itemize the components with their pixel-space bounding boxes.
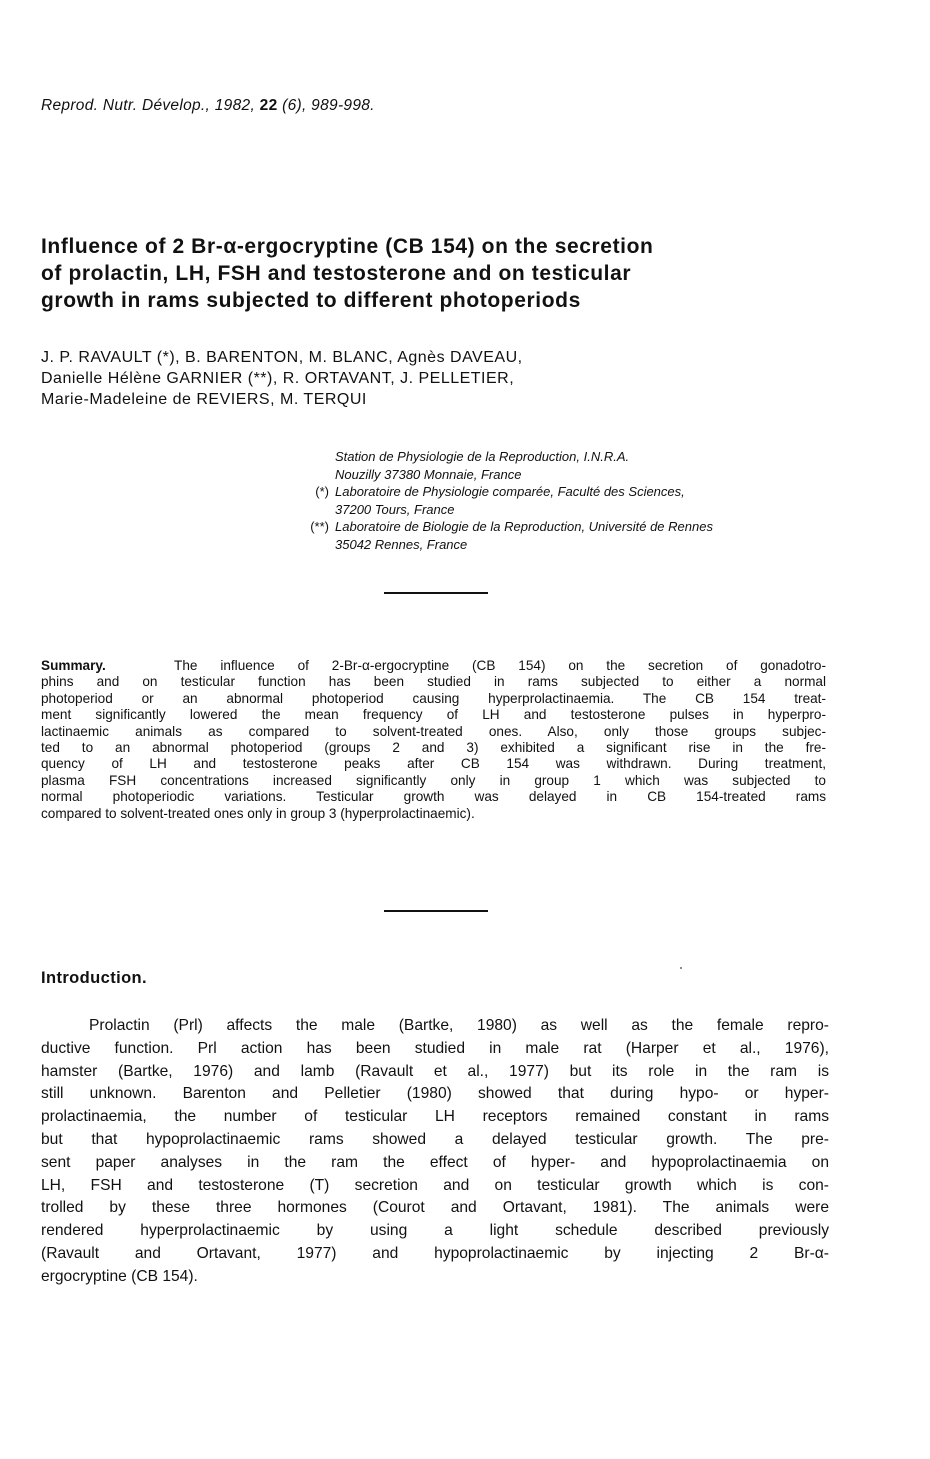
introduction-heading: Introduction. bbox=[41, 969, 148, 987]
paper-title bbox=[41, 233, 841, 314]
intro-line: LH, FSH and testosterone (T) secretion and on testicular growth which is con- bbox=[41, 1176, 829, 1194]
intro-line: but that hypoprolactinaemic rams showed a delayed testicular growth. The pre- bbox=[41, 1130, 829, 1148]
affiliation-line bbox=[301, 466, 861, 484]
intro-line: Prolactin (Prl) affects the male (Bartke, 1980) as well as the female repro- bbox=[89, 1017, 829, 1034]
affiliation-text: Station de Physiologie de la Reproduction, I.N.R.A. bbox=[335, 449, 630, 464]
scan-speck bbox=[680, 967, 682, 969]
intro-line: sent paper analyses in the ram the effect of hyper- and hypoprolactinaemia on bbox=[41, 1153, 829, 1171]
intro-line: prolactinaemia, the number of testicular LH receptors remained constant in rams bbox=[41, 1108, 829, 1126]
title-line: Influence of 2 Br-α-ergocryptine (CB 154) on the secretion bbox=[41, 235, 654, 258]
author-list bbox=[41, 347, 523, 410]
intro-line: hamster (Bartke, 1976) and lamb (Ravault et al., 1977) but its role in the ram is bbox=[41, 1062, 829, 1080]
affiliation-mark bbox=[301, 536, 335, 554]
journal-name: Reprod. Nutr. Dévelop., bbox=[41, 97, 211, 114]
intro-line: (Ravault and Ortavant, 1977) and hypoprolactinaemic by injecting 2 Br-α- bbox=[41, 1244, 829, 1262]
summary-text: The influence of 2-Br-α-ergocryptine (CB 154) on the secretion of gonadotro- bbox=[174, 658, 826, 673]
summary-abstract bbox=[41, 658, 826, 822]
affiliation-line bbox=[301, 518, 861, 536]
title-line: of prolactin, LH, FSH and testosterone and on testicular bbox=[41, 262, 632, 285]
intro-line: rendered hyperprolactinaemic by using a light schedule described previously bbox=[41, 1222, 829, 1240]
title-line: growth in rams subjected to different photoperiods bbox=[41, 289, 581, 312]
affiliation-line bbox=[301, 448, 861, 466]
summary-line: ted to an abnormal photoperiod (groups 2 and 3) exhibited a significant rise in the fre- bbox=[41, 740, 826, 756]
affiliation-line bbox=[301, 501, 861, 519]
affiliation-mark: (*) bbox=[315, 484, 329, 499]
author-line: J. P. RAVAULT (*), B. BARENTON, M. BLANC, Agnès DAVEAU, bbox=[41, 349, 523, 366]
introduction-body bbox=[41, 1015, 829, 1289]
journal-volume: 22 bbox=[259, 97, 278, 114]
affiliation-mark bbox=[301, 501, 335, 519]
affiliation-line bbox=[301, 536, 861, 554]
affiliation-text: Laboratoire de Physiologie comparée, Faculté des Sciences, bbox=[335, 484, 685, 499]
summary-line: lactinaemic animals as compared to solvent-treated ones. Also, only those groups subjec- bbox=[41, 723, 826, 739]
intro-line: still unknown. Barenton and Pelletier (1980) showed that during hypo- or hyper- bbox=[41, 1085, 829, 1103]
journal-citation bbox=[41, 97, 375, 115]
affiliation-text: 35042 Rennes, France bbox=[335, 536, 468, 552]
section-divider bbox=[384, 910, 488, 912]
section-divider bbox=[384, 592, 488, 594]
summary-line: normal photoperiodic variations. Testicular growth was delayed in CB 154-treated rams bbox=[41, 789, 826, 805]
intro-line: ergocryptine (CB 154). bbox=[41, 1267, 198, 1285]
intro-line: trolled by these three hormones (Courot and Ortavant, 1981). The animals were bbox=[41, 1199, 829, 1217]
author-line: Danielle Hélène GARNIER (**), R. ORTAVANT, J. PELLETIER, bbox=[41, 370, 515, 387]
summary-label: Summary. bbox=[41, 658, 106, 673]
affiliation-mark bbox=[301, 448, 335, 466]
journal-year: 1982, bbox=[214, 97, 256, 114]
affiliation-mark: (**) bbox=[310, 519, 329, 534]
author-line: Marie-Madeleine de REVIERS, M. TERQUI bbox=[41, 391, 367, 408]
affiliation-text: Nouzilly 37380 Monnaie, France bbox=[335, 466, 522, 482]
summary-line: phins and on testicular function has been studied in rams subjected to either a normal bbox=[41, 674, 826, 690]
summary-line: ment significantly lowered the mean frequency of LH and testosterone pulses in hyperpro- bbox=[41, 707, 826, 723]
summary-line: quency of LH and testosterone peaks after CB 154 was withdrawn. During treatment, bbox=[41, 756, 826, 772]
summary-line: photoperiod or an abnormal photoperiod causing hyperprolactinaemia. The CB 154 treat- bbox=[41, 690, 826, 706]
affiliations bbox=[301, 448, 861, 553]
affiliation-mark bbox=[301, 466, 335, 484]
affiliation-line bbox=[301, 483, 861, 501]
intro-line: ductive function. Prl action has been studied in male rat (Harper et al., 1976), bbox=[41, 1039, 829, 1057]
summary-line: plasma FSH concentrations increased significantly only in group 1 which was subjected to bbox=[41, 772, 826, 788]
affiliation-text: Laboratoire de Biologie de la Reproduction, Université de Rennes bbox=[335, 519, 713, 534]
affiliation-text: 37200 Tours, France bbox=[335, 501, 455, 517]
summary-line bbox=[41, 658, 826, 674]
journal-pages: (6), 989-998. bbox=[282, 97, 375, 114]
summary-line: compared to solvent-treated ones only in group 3 (hyperprolactinaemic). bbox=[41, 805, 475, 821]
